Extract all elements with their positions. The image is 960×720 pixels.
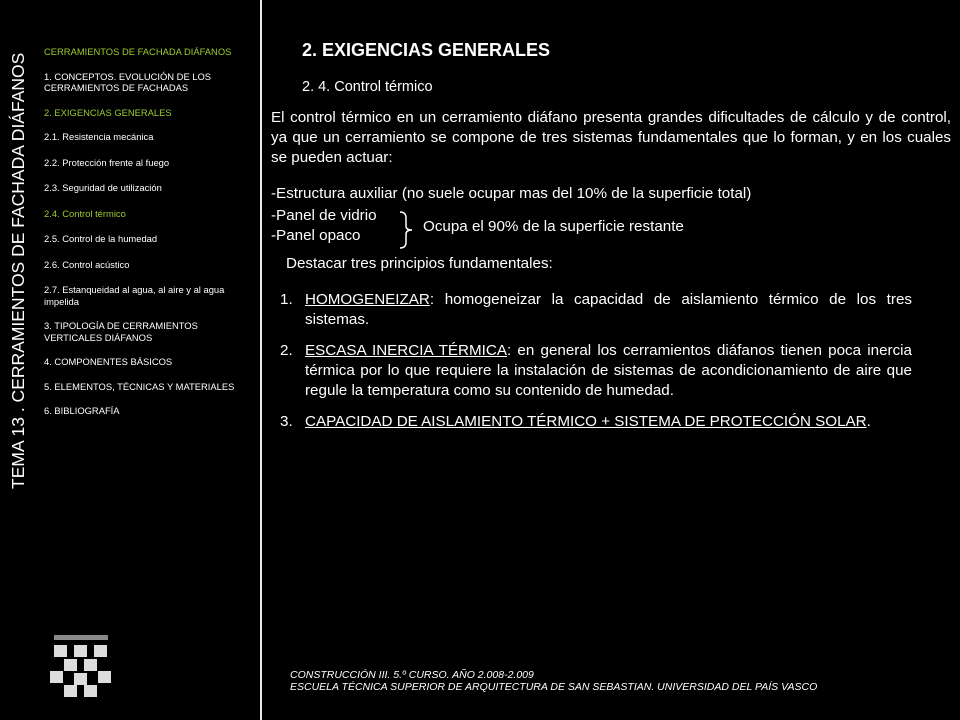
principles-list	[280, 290, 912, 443]
nav-item-6-bibliografia[interactable]: 6. BIBLIOGRAFÍA	[44, 405, 120, 416]
nav-item-2-6[interactable]: 2.6. Control acústico	[44, 258, 130, 270]
vertical-course-title: TEMA 13 . CERRAMIENTOS DE FACHADA DIÁFANOS	[8, 52, 28, 489]
nav-item-2-4[interactable]: 2.4. Control térmico	[44, 207, 126, 219]
list-item	[280, 412, 912, 432]
nav-item-2-5[interactable]: 2.5. Control de la humedad	[44, 233, 158, 244]
sidebar-divider	[260, 0, 262, 720]
nav-item-5-elementos[interactable]: 5. ELEMENTOS, TÉCNICAS Y MATERIALES	[44, 380, 235, 392]
section-heading: 2. EXIGENCIAS GENERALES	[302, 40, 551, 60]
nav-item-2-3[interactable]: 2.3. Seguridad de utilización	[44, 182, 162, 193]
principle-title: HOMOGENEIZAR	[305, 291, 430, 308]
principle-title: CAPACIDAD DE AISLAMIENTO TÉRMICO + SISTEMA DE PROTECCIÓN SOLAR	[305, 413, 867, 430]
principles-intro: Destacar tres principios fundamentales:	[286, 255, 553, 272]
sidebar-nav	[44, 46, 258, 430]
list-number: 3.	[280, 413, 293, 430]
nav-item-title[interactable]: CERRAMIENTOS DE FACHADA DIÁFANOS	[44, 46, 232, 57]
intro-paragraph: El control térmico en un cerramiento diáfano presenta grandes dificultades de cálculo y de control, ya que un cerramiento se compone de tres sistemas fundamentales que lo forman, y en los cuales se pueden actuar:	[271, 109, 951, 166]
principle-title: ESCASA INERCIA TÉRMICA	[305, 342, 507, 359]
nav-item-1-conceptos[interactable]: 1. CONCEPTOS. EVOLUCIÓN DE LOS CERRAMIENTOS DE FACHADAS	[44, 70, 212, 93]
nav-item-3-tipologia[interactable]: 3. TIPOLOGÍA DE CERRAMIENTOS VERTICALES DIÁFANOS	[44, 320, 198, 343]
university-logo	[48, 635, 114, 697]
subsection-heading: 2. 4. Control térmico	[302, 79, 433, 95]
list-number: 1.	[280, 291, 293, 308]
list-item	[280, 341, 912, 401]
footer	[290, 669, 817, 693]
nav-item-2-1[interactable]: 2.1. Resistencia mecánica	[44, 131, 154, 142]
nav-item-2-2[interactable]: 2.2. Protección frente al fuego	[44, 156, 170, 168]
brace-note: Ocupa el 90% de la superficie restante	[423, 218, 684, 235]
footer-course: CONSTRUCCIÓN III. 5.º CURSO. AÑO 2.008-2.009	[290, 669, 534, 681]
list-text	[305, 290, 912, 330]
principle-text: .	[866, 413, 871, 430]
nav-item-2-7[interactable]: 2.7. Estanqueidad al agua, al aire y al agua impelida	[44, 284, 225, 307]
system-item-structure: -Estructura auxiliar (no suele ocupar mas del 10% de la superficie total)	[271, 185, 752, 202]
list-item	[280, 290, 912, 330]
principle-text: : en general los cerramientos diáfanos tienen poca inercia térmica por lo que requiere la instalación de sistemas de acondicionamiento de aire que regule la temperatura como su contenido de humedad.	[305, 342, 912, 399]
system-item-opaque: -Panel opaco	[271, 227, 361, 244]
list-number: 2.	[280, 342, 293, 359]
list-text	[305, 412, 912, 432]
nav-item-4-componentes[interactable]: 4. COMPONENTES BÁSICOS	[44, 356, 173, 367]
footer-school: ESCUELA TÉCNICA SUPERIOR DE ARQUITECTURA DE SAN SEBASTIAN. UNIVERSIDAD DEL PAÍS VASCO	[290, 681, 818, 693]
nav-item-2-exigencias[interactable]: 2. EXIGENCIAS GENERALES	[44, 106, 172, 118]
list-text	[305, 341, 912, 401]
system-item-glass: -Panel de vidrio	[271, 207, 377, 224]
principle-text: : homogeneizar la capacidad de aislamiento térmico de los tres sistemas.	[305, 291, 912, 328]
curly-brace-icon	[398, 210, 416, 250]
